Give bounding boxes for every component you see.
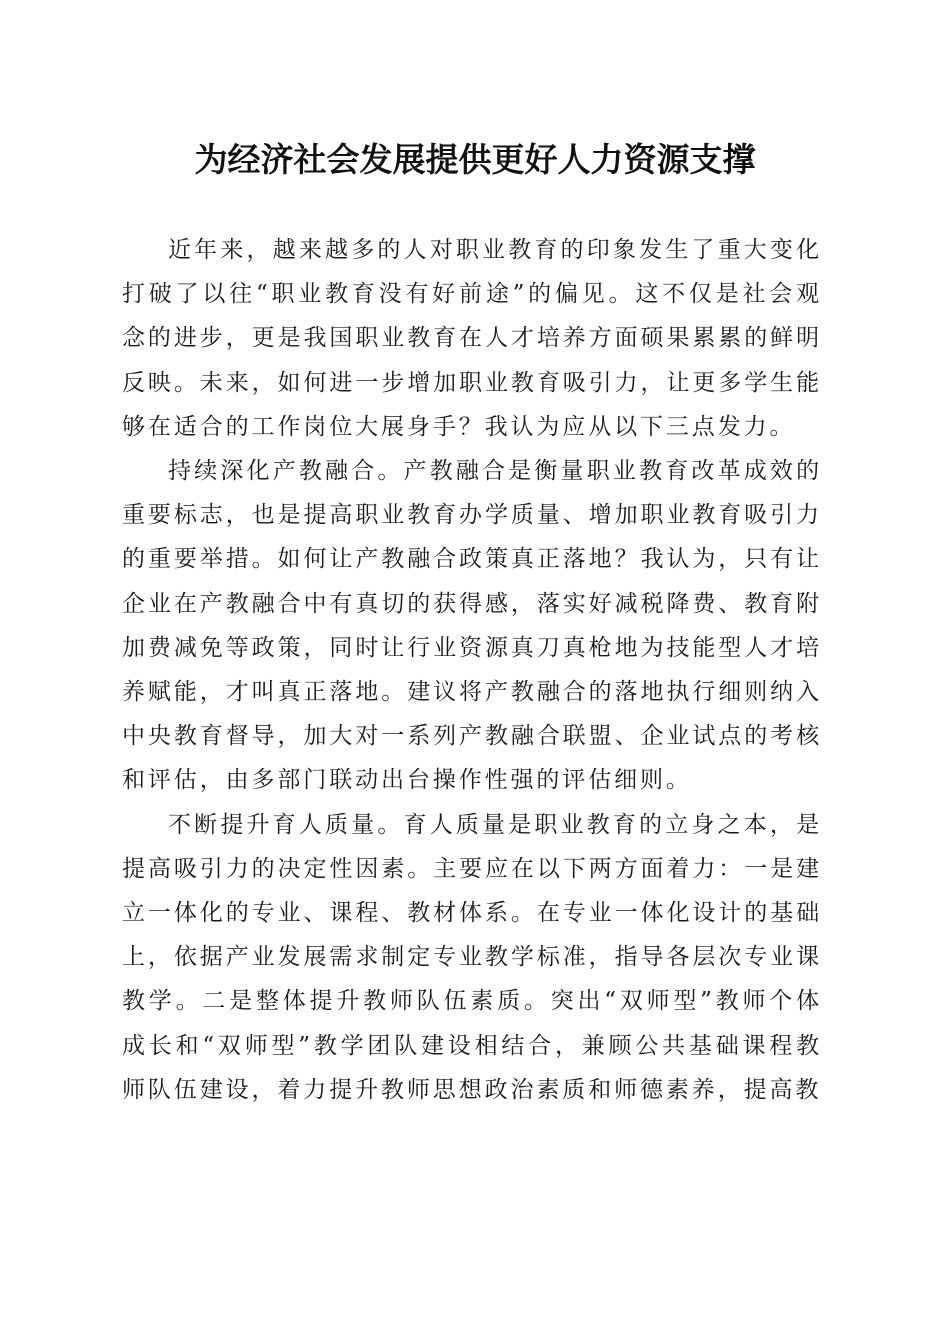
- paragraph-education-quality: 不断提升育人质量。育人质量是职业教育的立身之本，是提高吸引力的决定性因素。主要应在以下两方面着力：一是建立一体化的专业、课程、教材体系。在专业一体化设计的基础上，依据产业发展需求制定专业教学标准，指导各层次专业课教学。二是整体提升教师队伍素质。突出“双师型”教师个体成长和“双师型”教学团队建设相结合，兼顾公共基础课程教师队伍建设，着力提升教师思想政治素质和师德素养，提高教: [122, 811, 822, 1103]
- document-title: 为经济社会发展提供更好人力资源支撑: [194, 140, 756, 179]
- document-body: [122, 228, 822, 1112]
- paragraph-intro: 近年来，越来越多的人对职业教育的印象发生了重大变化打破了以往“职业教育没有好前途”的偏见。这不仅是社会观念的进步，更是我国职业教育在人才培养方面硕果累累的鲜明反映。未来，如何进一步增加职业教育吸引力，让更多学生能够在适合的工作岗位大展身手？我认为应从以下三点发力。: [122, 237, 822, 440]
- paragraph-industry-education-integration: 持续深化产教融合。产教融合是衡量职业教育改革成效的重要标志，也是提高职业教育办学质量、增加职业教育吸引力的重要举措。如何让产教融合政策真正落地？我认为，只有让企业在产教融合中有真切的获得感，落实好减税降费、教育附加费减免等政策，同时让行业资源真刀真枪地为技能型人才培养赋能，才叫真正落地。建议将产教融合的落地执行细则纳入中央教育督导，加大对一系列产教融合联盟、企业试点的考核和评估，由多部门联动出台操作性强的评估细则。: [122, 458, 822, 794]
